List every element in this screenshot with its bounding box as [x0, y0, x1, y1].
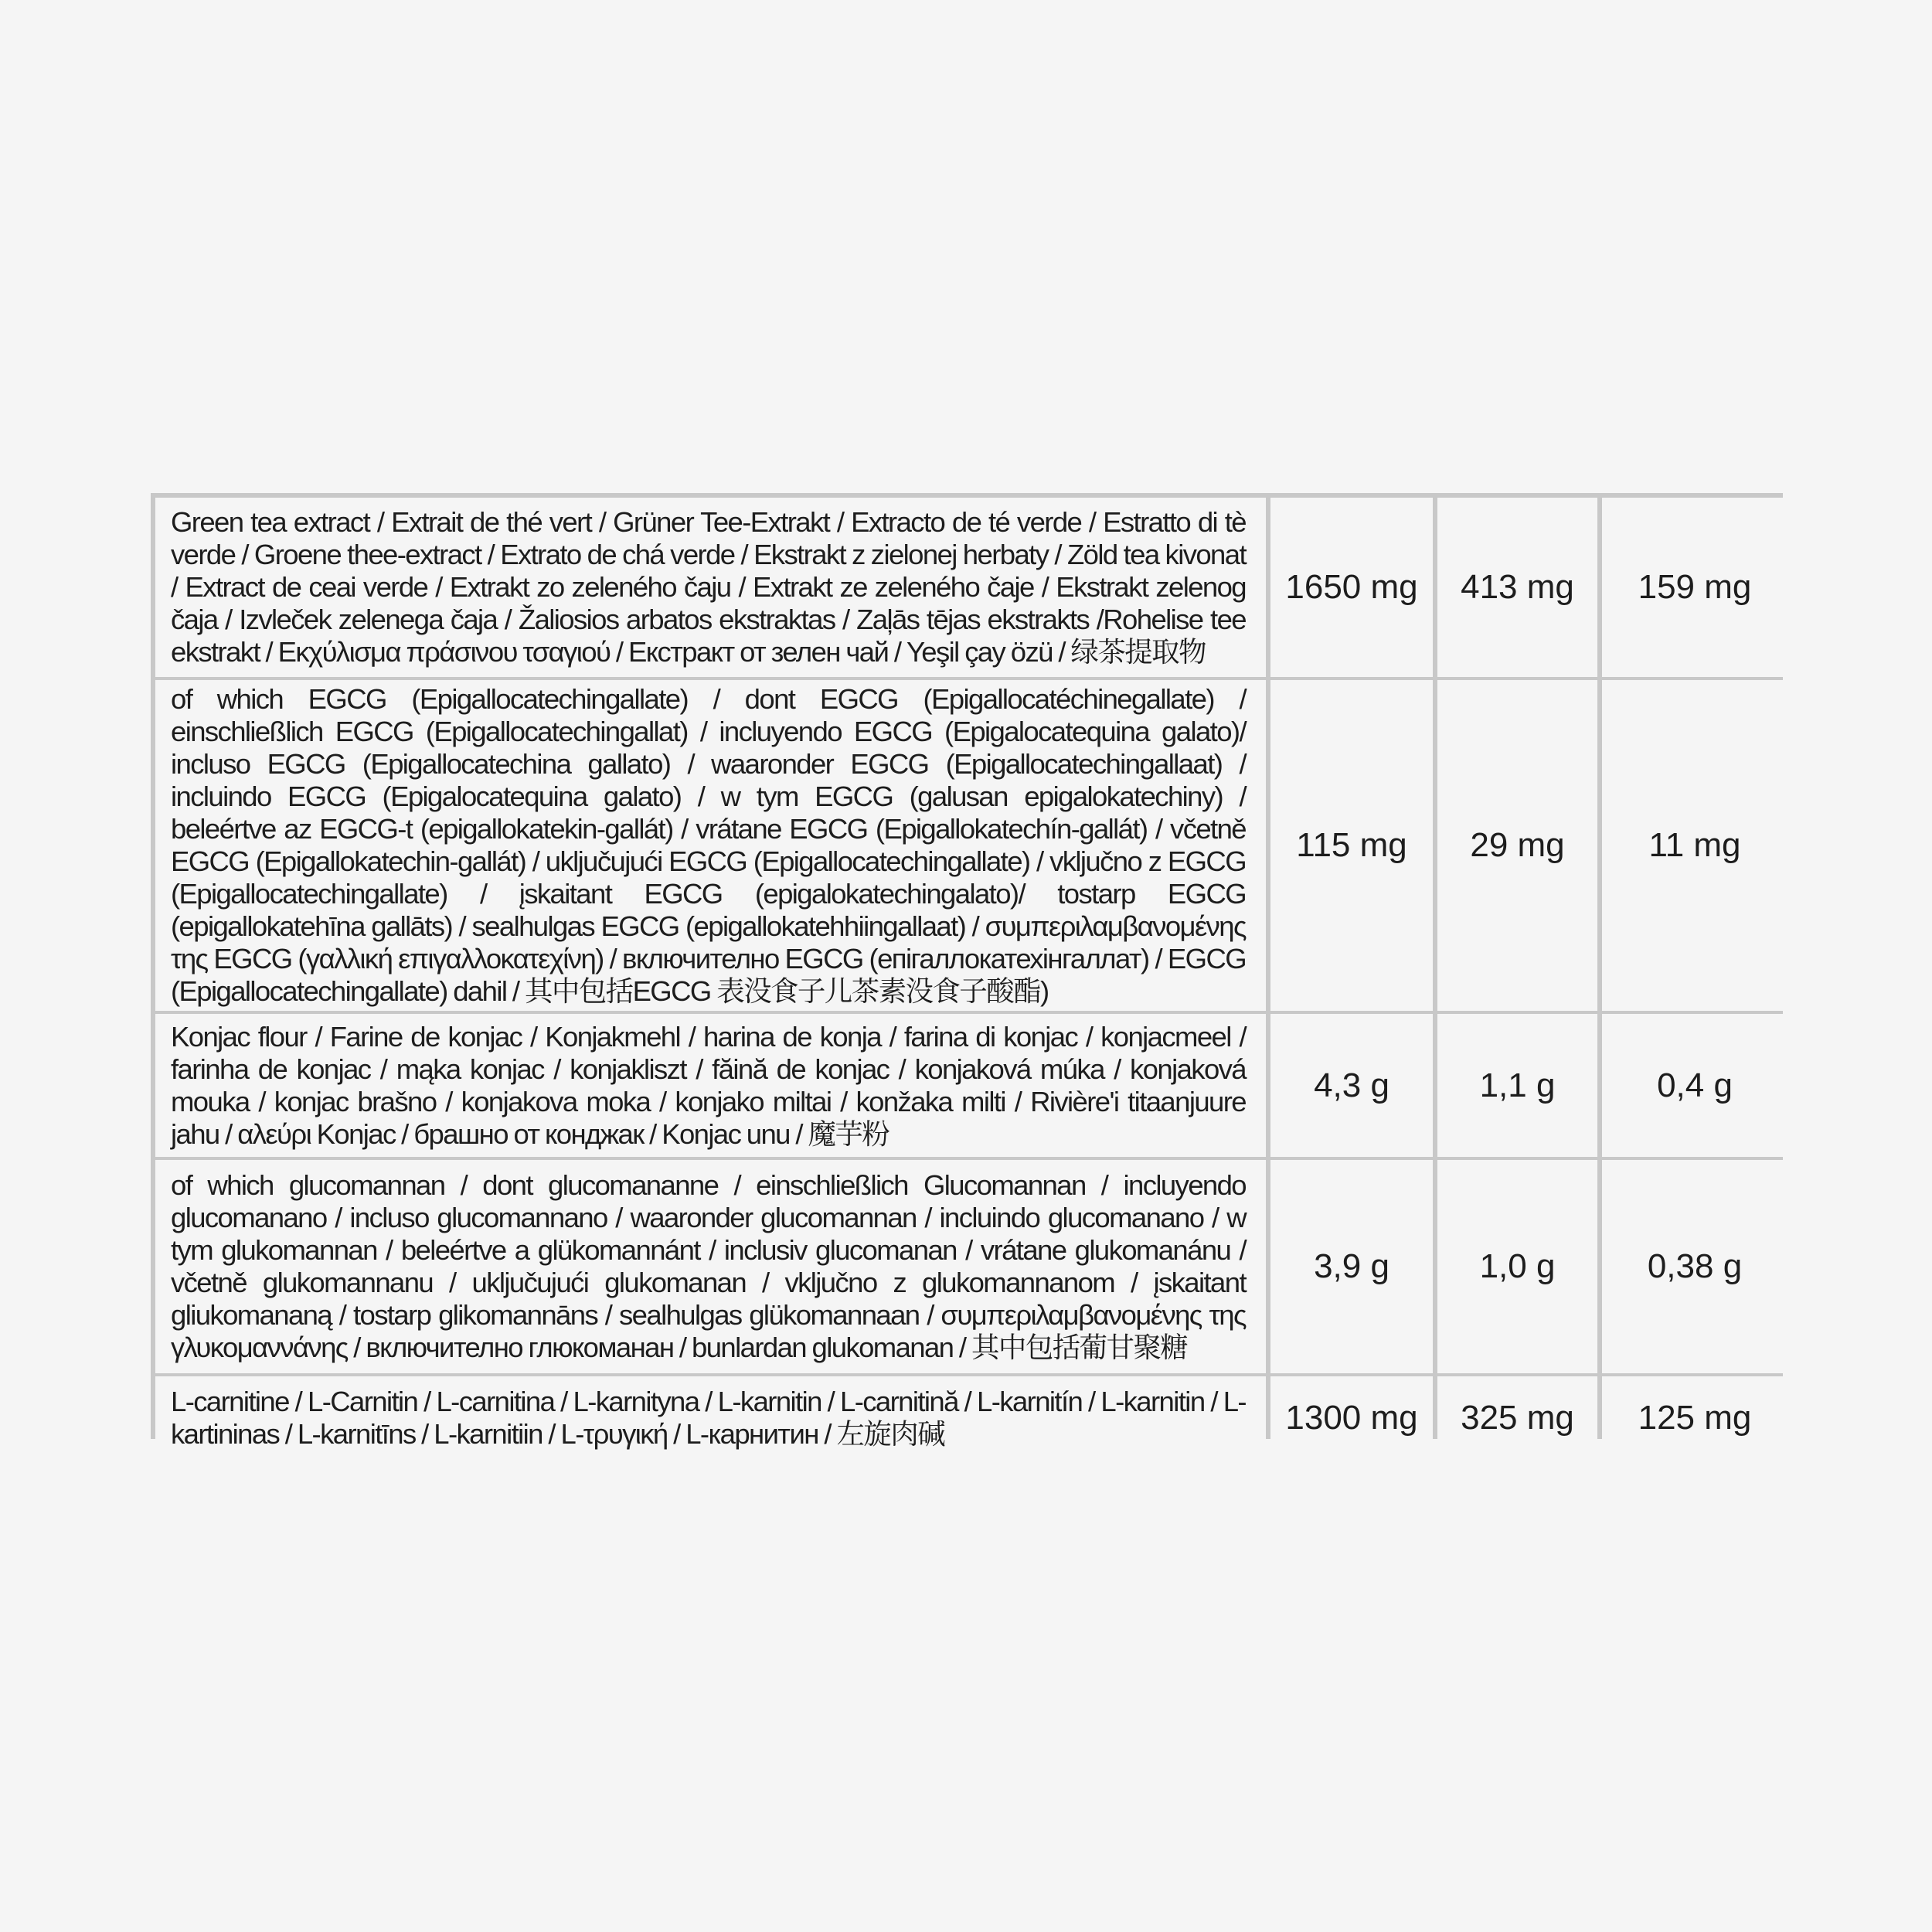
nutrition-table-panel [151, 493, 1783, 1450]
amount-value-2: 29 mg [1437, 680, 1597, 1011]
amount-value-3: 0,4 g [1602, 1014, 1787, 1157]
ingredient-label: L-carnitine / L-Carnitin / L-carnitina / L-karnityna / L-karnitin / L-carnitină / L-karnitín / L-karnitin / L-kartininas / L-karnitīns / L-karnitiin / L-τρυγική / L-карнитин / 左旋肉碱 [155, 1376, 1266, 1459]
amount-value-2: 1,0 g [1437, 1160, 1597, 1373]
amount-value-3: 159 mg [1602, 498, 1787, 677]
amount-value-1: 4,3 g [1270, 1014, 1433, 1157]
table-row-l-carnitine [155, 1376, 1787, 1459]
nutrition-table [151, 495, 1792, 1462]
amount-value-3: 0,38 g [1602, 1160, 1787, 1373]
amount-value-1: 1300 mg [1270, 1376, 1433, 1459]
amount-value-2: 1,1 g [1437, 1014, 1597, 1157]
ingredient-label: of which EGCG (Epigallocatechingallate) / dont EGCG (Epigallocatéchinegallate) / einschließlich EGCG (Epigallocatechingallat) / incluyendo EGCG (Epigalocatequina galato)/ incluso EGCG (Epigallocatechina gallato) / waaronder EGCG (Epigallocatechingallaat) / incluindo EGCG (Epigalocatequina galato) / w tym EGCG (galusan epigalokatechiny) / beleértve az EGCG-t (epigallokatekin-gallát) / vrátane EGCG (Epigallokatechín-gallát) / včetně EGCG (Epigallokatechin-gallát) / uključujući EGCG (Epigallocatechingallate) / vključno z EGCG (Epigallocatechingallate) / įskaitant EGCG (epigalokatechingalato)/ tostarp EGCG (epigallokatehīna gallāts) / sealhulgas EGCG (epigallokatehhiingallaat) / συμπεριλαμβανομένης της EGCG (γαλλική επιγαλλοκατεχίνη) / включително EGCG (епігаллокатехінгаллат) / EGCG (Epigallocatechingallate) dahil / 其中包括EGCG 表没食子儿茶素没食子酸酯) [155, 680, 1266, 1011]
ingredient-label: Konjac flour / Farine de konjac / Konjakmehl / harina de konja / farina di konjac / konjacmeel / farinha de konjac / mąka konjac / konjakliszt / făină de konjac / konjaková múka / konjaková mouka / konjac brašno / konjakova moka / konjako miltai / konžaka milti / Rivière'i titaanjuure jahu / αλεύρι Konjac / брашно от конджак / Konjac unu / 魔芋粉 [155, 1014, 1266, 1157]
amount-value-1: 3,9 g [1270, 1160, 1433, 1373]
table-row-green-tea-extract [155, 498, 1787, 677]
table-row-konjac-flour [155, 1014, 1787, 1157]
table-row-egcg [155, 680, 1787, 1011]
amount-value-3: 125 mg [1602, 1376, 1787, 1459]
amount-value-1: 115 mg [1270, 680, 1433, 1011]
amount-value-2: 325 mg [1437, 1376, 1597, 1459]
amount-value-3: 11 mg [1602, 680, 1787, 1011]
amount-value-2: 413 mg [1437, 498, 1597, 677]
ingredient-label: Green tea extract / Extrait de thé vert / Grüner Tee-Extrakt / Extracto de té verde / Estratto di tè verde / Groene thee-extract / Extrato de chá verde / Ekstrakt z zielonej herbaty / Zöld tea kivonat / Extract de ceai verde / Extrakt zo zeleného čaju / Extrakt ze zeleného čaje / Ekstrakt zelenog čaja / Izvleček zelenega čaja / Žaliosios arbatos ekstraktas / Zaļās tējas ekstrakts /Rohelise tee ekstrakt / Εκχύλισμα πράσινου τσαγιού / Екстракт от зелен чай / Yeşil çay özü / 绿茶提取物 [155, 498, 1266, 677]
ingredient-label: of which glucomannan / dont glucomananne / einschließlich Glucomannan / incluyendo glucomanano / incluso glucomannano / waaronder glucomannan / incluindo glucomanano / w tym glukomannan / beleértve a glükomannánt / inclusiv glucomanan / vrátane glukomanánu / včetně glukomannanu / uključujući glukomanan / vključno z glukomannanom / įskaitant gliukomananą / tostarp glikomannāns / sealhulgas glükomannaan / συμπεριλαμβανομένης της γλυκομαννάνης / включително глюкоманан / bunlardan glukomanan / 其中包括葡甘聚糖 [155, 1160, 1266, 1373]
amount-value-1: 1650 mg [1270, 498, 1433, 677]
table-row-glucomannan [155, 1160, 1787, 1373]
